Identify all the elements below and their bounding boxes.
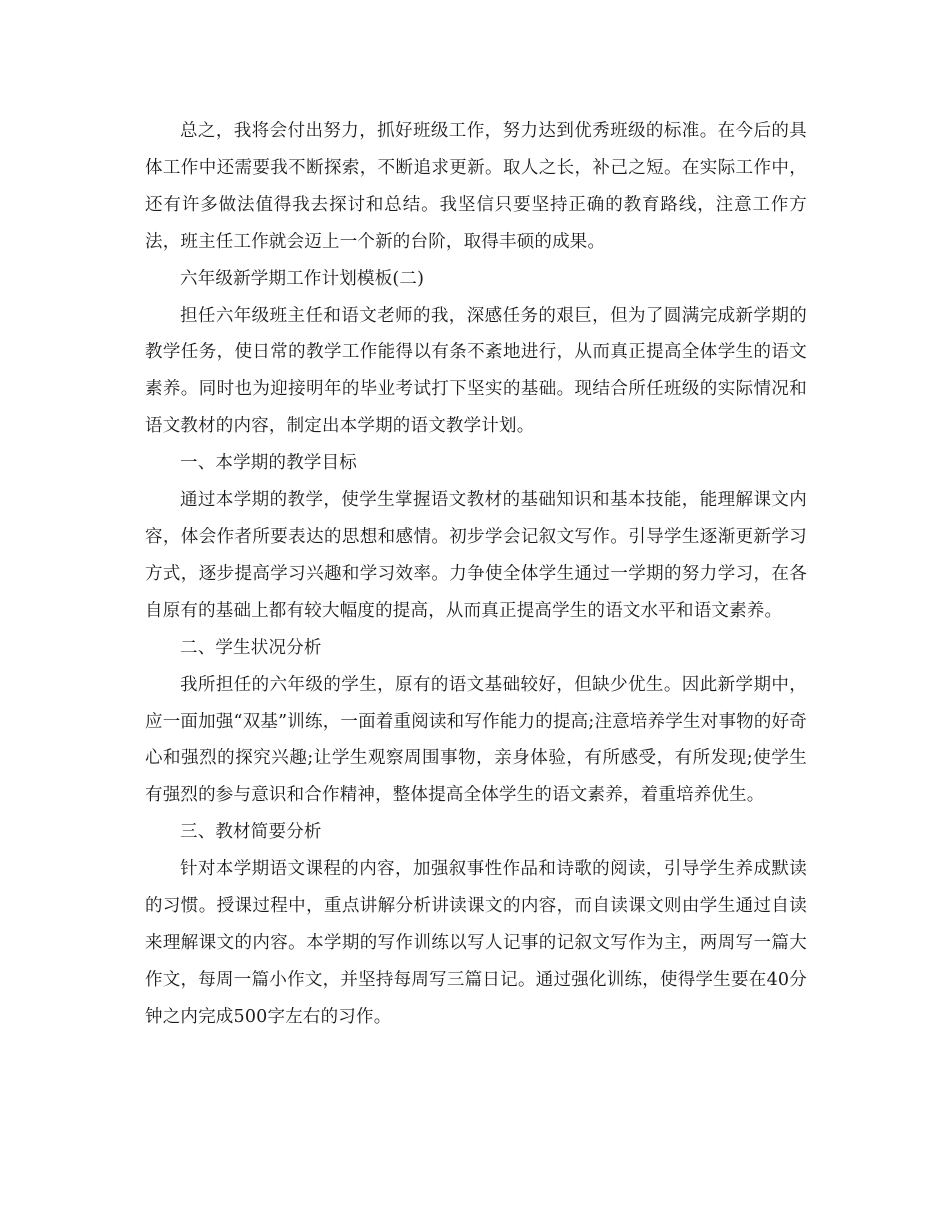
heading-textbook-analysis: 三、教材简要分析 bbox=[180, 822, 322, 843]
heading-teaching-goals: 一、本学期的教学目标 bbox=[180, 453, 357, 474]
paragraph-teaching-goals: 通过本学期的教学，使学生掌握语文教材的基础知识和基本技能，能理解课文内容，体会作者所要表达的思想和感情。初步学会记叙文写作。引导学生逐渐更新学习方式，逐步提高学习兴趣和学习效率。力争使全体学生通过一学期的努力学习，在各自原有的基础上都有较大幅度的提高，从而真正提高学生的语文水平和语文素养。 bbox=[145, 490, 807, 621]
heading-student-analysis: 二、学生状况分析 bbox=[180, 637, 322, 658]
paragraph-intro: 担任六年级班主任和语文老师的我，深感任务的艰巨，但为了圆满完成新学期的教学任务，使日常的教学工作能得以有条不紊地进行，从而真正提高全体学生的语文素养。同时也为迎接明年的毕业考试打下坚实的基础。现结合所任班级的实际情况和语文教材的内容，制定出本学期的语文教学计划。 bbox=[145, 305, 807, 437]
paragraph-textbook-analysis: 针对本学期语文课程的内容，加强叙事性作品和诗歌的阅读，引导学生养成默读的习惯。授课过程中，重点讲解分析讲读课文的内容，而自读课文则由学生通过自读来理解课文的内容。本学期的写作训练以写人记事的记叙文写作为主，两周写一篇大作文，每周一篇小作文，并坚持每周写三篇日记。通过强化训练，使得学生要在40分钟之内完成500字左右的习作。 bbox=[145, 859, 807, 1027]
paragraph-conclusion: 总之，我将会付出努力，抓好班级工作，努力达到优秀班级的标准。在今后的具体工作中还需要我不断探索，不断追求更新。取人之长，补己之短。在实际工作中，还有许多做法值得我去探讨和总结。我坚信只要坚持正确的教育路线，注意工作方法，班主任工作就会迈上一个新的台阶，取得丰硕的成果。 bbox=[145, 121, 807, 252]
document-section-title: 六年级新学期工作计划模板(二) bbox=[180, 268, 425, 289]
paragraph-student-analysis: 我所担任的六年级的学生，原有的语文基础较好，但缺少优生。因此新学期中，应一面加强“双基”训练，一面着重阅读和写作能力的提高;注意培养学生对事物的好奇心和强烈的探究兴趣;让学生观察周围事物，亲身体验，有所感受，有所发现;使学生有强烈的参与意识和合作精神，整体提高全体学生的语文素养，着重培养优生。 bbox=[145, 674, 807, 806]
document-body bbox=[145, 113, 807, 1036]
